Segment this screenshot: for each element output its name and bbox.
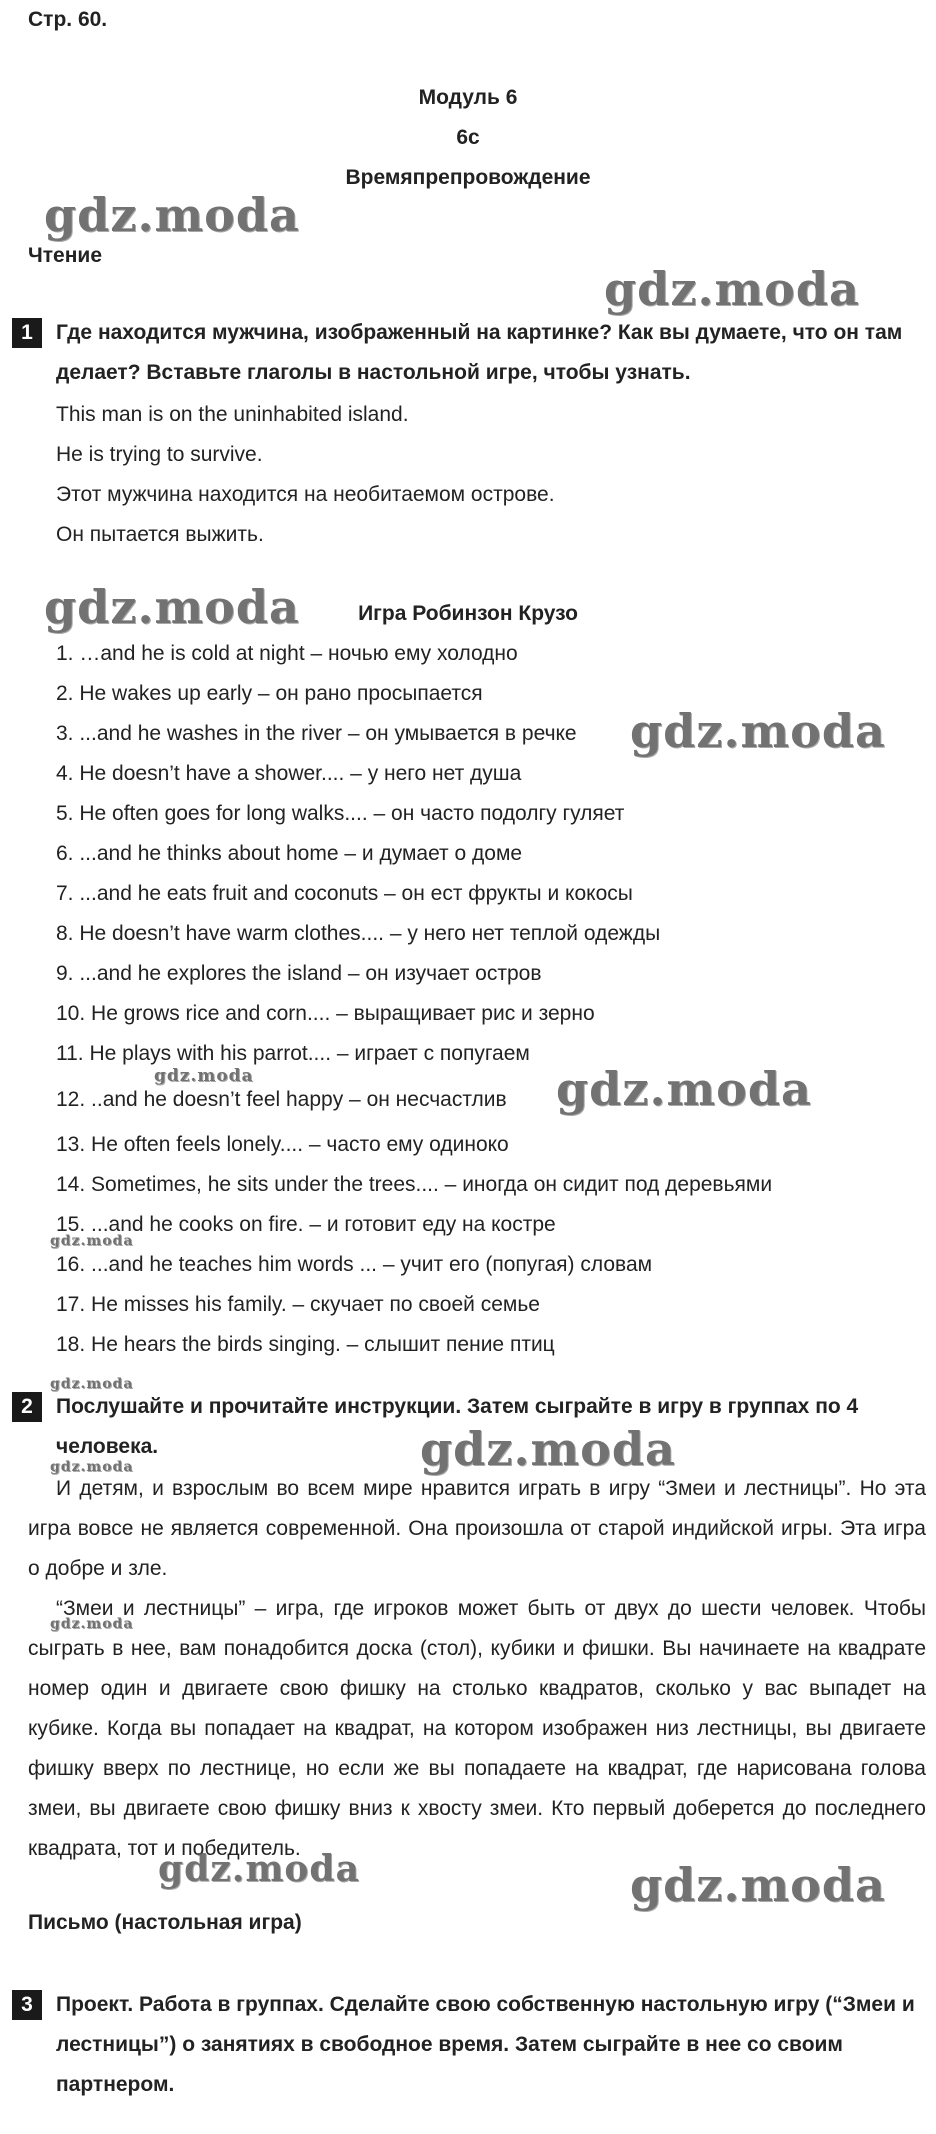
game-item: 16. ...and he teaches him words ... – учит его (попугая) словам	[56, 1253, 653, 1276]
game-item: 4. He doesn’t have a shower.... – у него нет душа	[56, 762, 522, 785]
watermark-logo: gdz.moda	[630, 704, 886, 758]
game-item: 3. ...and he washes in the river – он умывается в речке	[56, 722, 577, 745]
watermark-logo: gdz.moda	[158, 1848, 360, 1890]
game-item: 6. ...and he thinks about home – и думает о доме	[56, 842, 523, 865]
game-item: 13. He often feels lonely.... – часто ему одиноко	[56, 1133, 509, 1156]
game-title: Игра Робинзон Крузо	[358, 602, 578, 625]
game-item: 17. He misses his family. – скучает по своей семье	[56, 1293, 540, 1316]
game-item: 11. He plays with his parrot.... – играет с попугаем	[56, 1042, 530, 1065]
game-item: 9. ...and he explores the island – он изучает остров	[56, 962, 542, 985]
section-reading: Чтение	[28, 244, 102, 267]
watermark-logo: gdz.moda	[630, 1858, 886, 1912]
game-item: 10. He grows rice and corn.... – выращивает рис и зерно	[56, 1002, 595, 1025]
section-writing: Письмо (настольная игра)	[28, 1911, 302, 1934]
task-number-badge: 2	[12, 1392, 42, 1422]
watermark-logo: gdz.moda	[50, 1616, 134, 1632]
task1-answer: Он пытается выжить.	[56, 523, 264, 546]
watermark-logo: gdz.moda	[44, 580, 300, 634]
watermark-logo: gdz.moda	[604, 262, 860, 316]
game-item: 18. He hears the birds singing. – слышит пение птиц	[56, 1333, 555, 1356]
task2-question: Послушайте и прочитайте инструкции. Затем сыграйте в игру в группах по 4 человека.	[56, 1395, 859, 1458]
game-item: 15. ...and he cooks on fire. – и готовит еду на костре	[56, 1213, 556, 1236]
task-number-badge: 1	[12, 318, 42, 348]
game-item: 8. He doesn’t have warm clothes.... – у него нет теплой одежды	[56, 922, 661, 945]
task1-answer: He is trying to survive.	[56, 443, 263, 466]
lesson-code: 6с	[456, 126, 480, 149]
watermark-logo: gdz.moda	[50, 1459, 134, 1475]
game-item: 1. …and he is cold at night – ночью ему холодно	[56, 642, 518, 665]
game-item: 2. He wakes up early – он рано просыпается	[56, 682, 483, 705]
game-item: 12. ..and he doesn’t feel happy – он несчастлив	[56, 1088, 507, 1111]
task3-question: Проект. Работа в группах. Сделайте свою собственную настольную игру (“Змеи и лестницы”) о занятиях в свободное время. Затем сыграйте в нее со своим партнером.	[56, 1993, 915, 2096]
task1-answer: Этот мужчина находится на необитаемом острове.	[56, 483, 555, 506]
watermark-logo: gdz.moda	[154, 1066, 254, 1086]
task2-paragraph: И детям, и взрослым во всем мире нравится играть в игру “Змеи и лестницы”. Но эта игра вовсе не является современной. Она произошла от старой индийской игры. Эта игра о добре и зле.	[28, 1477, 926, 1580]
page-reference: Стр. 60.	[28, 8, 108, 31]
watermark-logo: gdz.moda	[50, 1376, 134, 1392]
watermark-logo: gdz.moda	[420, 1422, 676, 1476]
task2-paragraph: “Змеи и лестницы” – игра, где игроков может быть от двух до шести человек. Чтобы сыграть в нее, вам понадобится доска (стол), кубики и фишки. Вы начинаете на квадрате номер один и двигаете свою фишку на столько квадратов, сколько у вас выпадет на кубике. Когда вы попадает на квадрат, на котором изображен низ лестницы, вы двигаете фишку вверх по лестнице, но если же вы попадаете на квадрат, где нарисована голова змеи, вы двигаете свою фишку вниз к хвосту змеи. Кто первый доберется до последнего квадрата, тот и победитель.	[28, 1597, 926, 1860]
task1-question: Где находится мужчина, изображенный на картинке? Как вы думаете, что он там делает? Вставьте глаголы в настольной игре, чтобы узнать.	[56, 321, 903, 384]
game-item: 5. He often goes for long walks.... – он часто подолгу гуляет	[56, 802, 625, 825]
task-number-badge: 3	[12, 1990, 42, 2020]
game-item: 14. Sometimes, he sits under the trees.... – иногда он сидит под деревьями	[56, 1173, 773, 1196]
module-title: Модуль 6	[418, 86, 518, 109]
game-item: 7. ...and he eats fruit and coconuts – он ест фрукты и кокосы	[56, 882, 633, 905]
watermark-logo: gdz.moda	[44, 188, 300, 242]
lesson-topic: Времяпрепровождение	[345, 166, 591, 189]
task1-answer: This man is on the uninhabited island.	[56, 403, 409, 426]
watermark-logo: gdz.moda	[556, 1062, 812, 1116]
watermark-logo: gdz.moda	[50, 1233, 134, 1249]
